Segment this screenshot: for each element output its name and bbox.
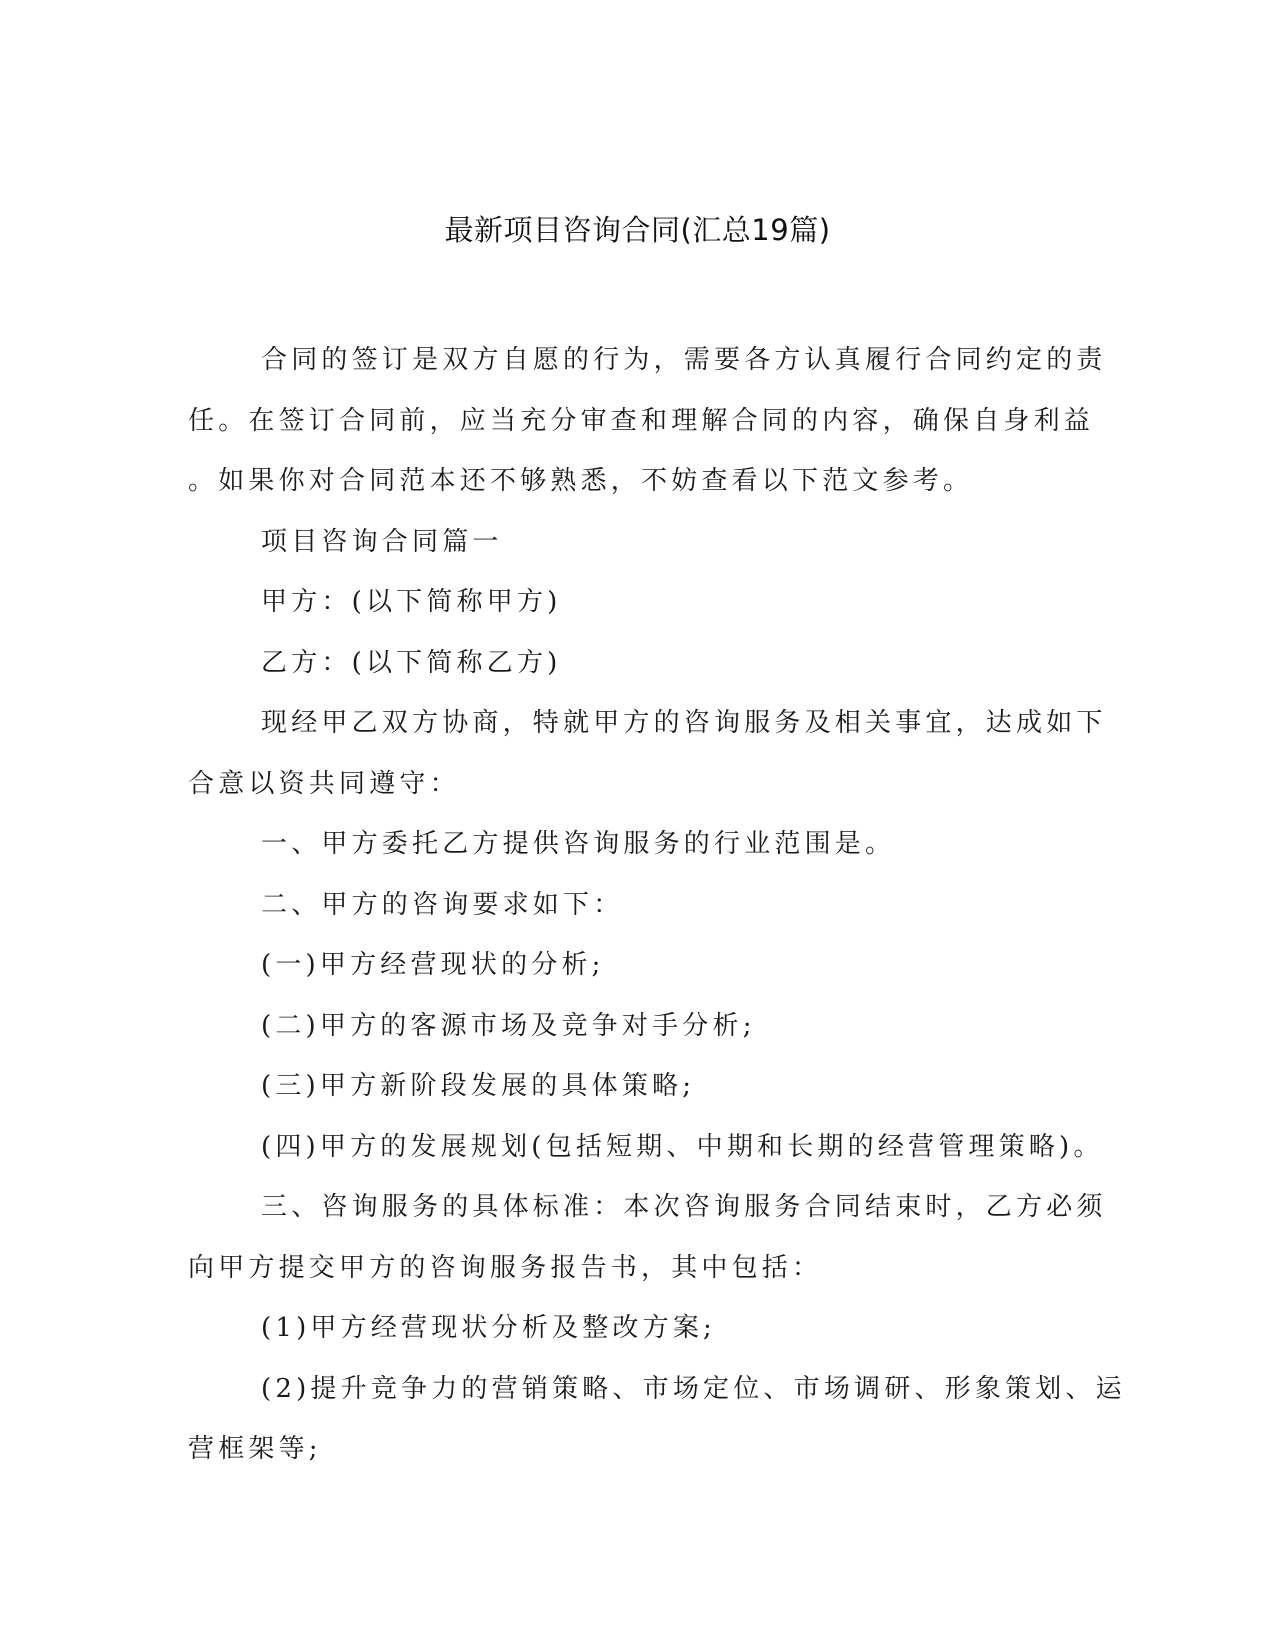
section-heading: 项目咨询合同篇一 [261,526,503,557]
document-body [188,330,1126,1480]
text-line: 营框架等; [188,1434,322,1464]
text-line: (1)甲方经营现状分析及整改方案; [261,1313,716,1343]
text-line: (二)甲方的客源市场及竞争对手分析; [261,1010,756,1041]
text-line: 二、甲方的咨询要求如下： [261,889,624,920]
text-line: 现经甲乙双方协商，特就甲方的咨询服务及相关事宜，达成如下 [261,708,1107,738]
text-line: 。如果你对合同范本还不够熟悉，不妨查看以下范文参考。 [188,466,974,496]
text-line: 合意以资共同遵守： [188,768,460,799]
text-line: (三)甲方新阶段发展的具体策略; [261,1071,696,1101]
document-title: 最新项目咨询合同(汇总19篇) [444,213,831,247]
text-line: 三、咨询服务的具体标准：本次咨询服务合同结束时，乙方必须 [261,1192,1107,1222]
text-line: 甲方：(以下简称甲方) [261,587,562,617]
text-line: 向甲方提交甲方的咨询服务报告书，其中包括： [188,1252,823,1283]
text-line: (一)甲方经营现状的分析; [261,950,605,980]
text-line: (2)提升竞争力的营销策略、市场定位、市场调研、形象策划、运 [261,1373,1126,1404]
text-line: 任。在签订合同前，应当充分审查和理解合同的内容，确保自身利益 [188,405,1095,436]
text-line: 乙方：(以下简称乙方) [261,647,562,678]
text-line: 合同的签订是双方自愿的行为，需要各方认真履行合同约定的责 [261,345,1107,375]
text-line: (四)甲方的发展规划(包括短期、中期和长期的经营管理策略)。 [261,1131,1104,1162]
text-line: 一、甲方委托乙方提供咨询服务的行业范围是。 [261,829,896,859]
